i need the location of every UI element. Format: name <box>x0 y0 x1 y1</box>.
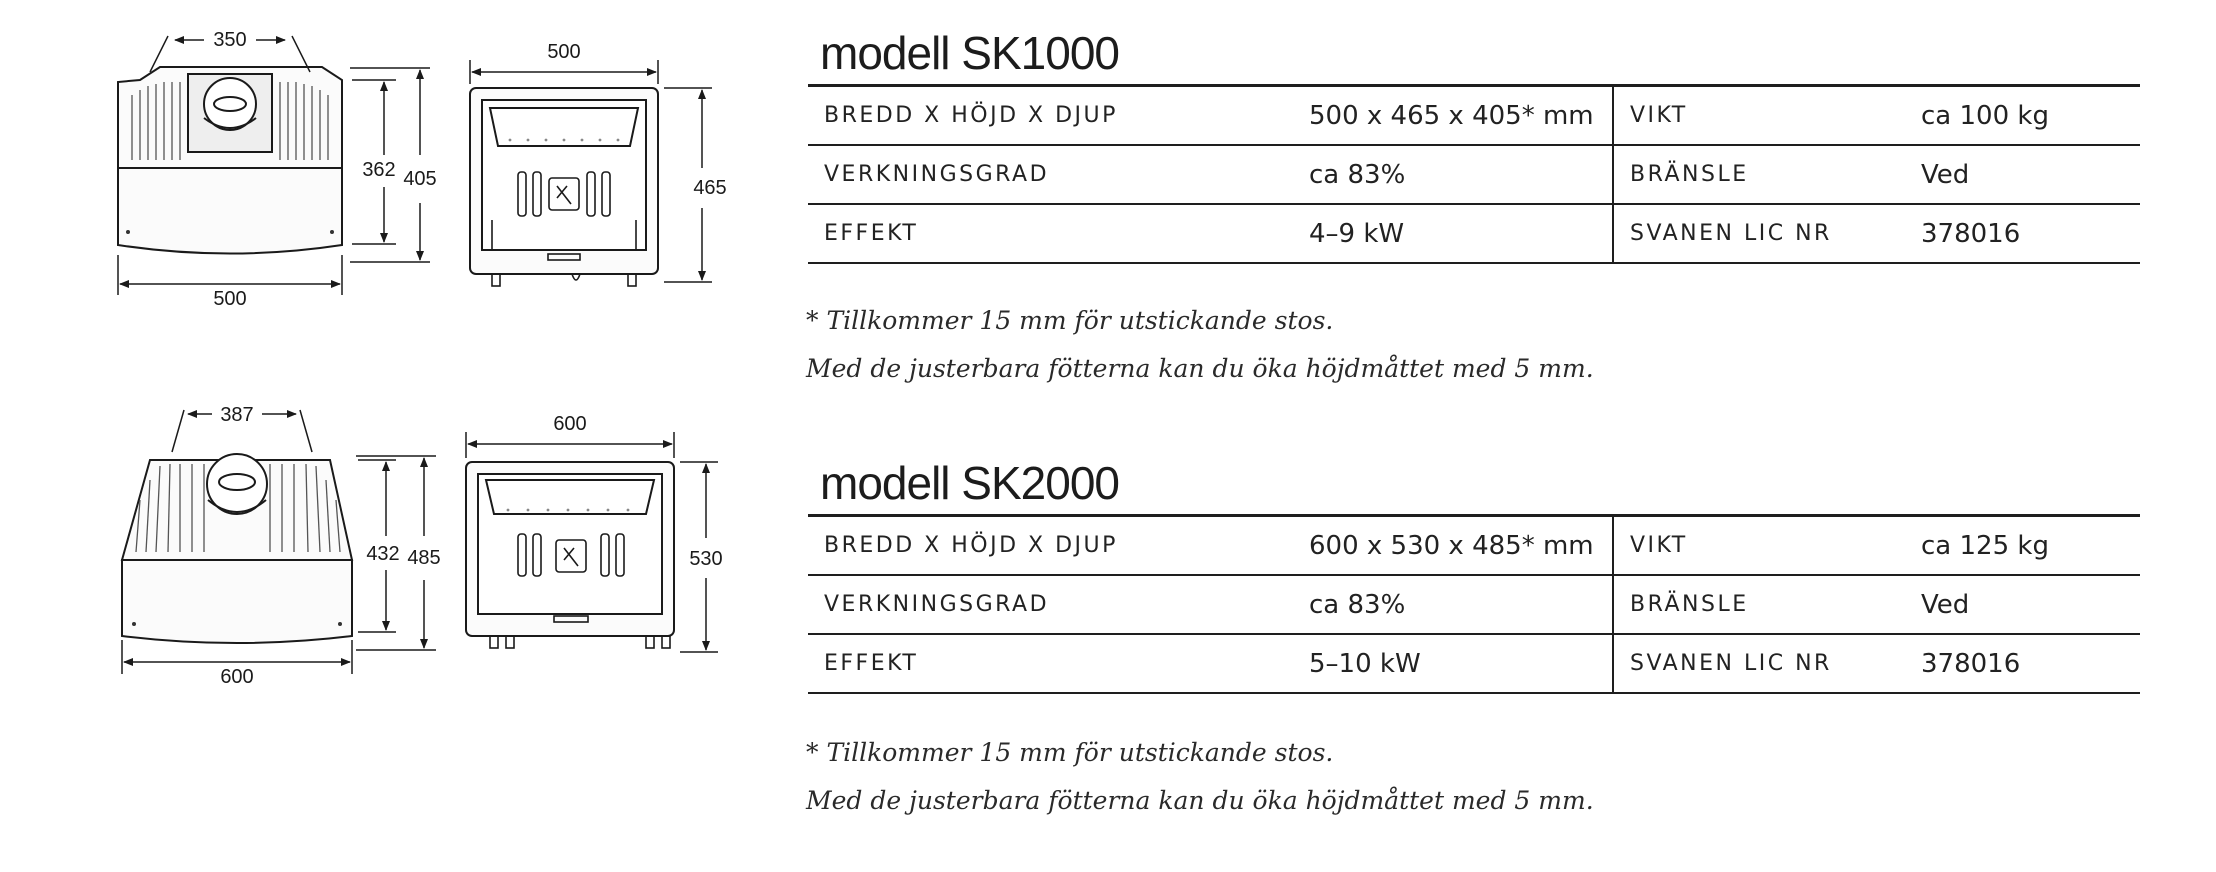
table-row <box>808 575 2140 634</box>
spec-label: BRÄNSLE <box>1613 145 1905 204</box>
sk2000-top-width-dim: 387 <box>220 404 254 426</box>
sk2000-outer-height-dim: 485 <box>407 547 441 569</box>
sk1000-top-width-dim: 350 <box>213 29 247 51</box>
sk2000-bottom-width-dim: 600 <box>220 666 254 688</box>
footnote-stos: * Tillkommer 15 mm för utstickande stos. <box>806 738 1334 767</box>
spec-table <box>808 84 2140 264</box>
spec-label: VERKNINGSGRAD <box>808 575 1293 634</box>
model-title: modell SK2000 <box>820 457 1119 509</box>
table-row <box>808 145 2140 204</box>
spec-label: EFFEKT <box>808 634 1293 693</box>
spec-table <box>808 514 2140 694</box>
spec-value: ca 83% <box>1293 145 1613 204</box>
model-sk2000-section <box>808 452 2140 694</box>
spec-value: Ved <box>1905 145 2140 204</box>
sk1000-front-height-dim: 465 <box>693 177 727 199</box>
sk1000-front-view-drawing <box>470 41 727 286</box>
table-row <box>808 86 2140 146</box>
table-row <box>808 634 2140 693</box>
technical-drawings <box>0 0 760 872</box>
sk2000-top-view-drawing <box>122 404 441 688</box>
spec-label: BREDD X HÖJD X DJUP <box>808 516 1293 576</box>
sk2000-front-width-dim: 600 <box>553 413 587 435</box>
spec-value: 4–9 kW <box>1293 204 1613 263</box>
spec-value: 5–10 kW <box>1293 634 1613 693</box>
spec-label: SVANEN LIC NR <box>1613 204 1905 263</box>
model-title: modell SK1000 <box>820 27 1119 79</box>
spec-value: ca 125 kg <box>1905 516 2140 576</box>
spec-value: 600 x 530 x 485* mm <box>1293 516 1613 576</box>
sk1000-top-view-drawing <box>118 29 437 310</box>
sk2000-front-height-dim: 530 <box>689 548 723 570</box>
footnote-feet: Med de justerbara fötterna kan du öka höjdmåttet med 5 mm. <box>806 786 1594 815</box>
sk1000-inner-height-dim: 362 <box>362 159 396 181</box>
spec-value: 378016 <box>1905 204 2140 263</box>
spec-label: BREDD X HÖJD X DJUP <box>808 86 1293 146</box>
model-sk1000-section <box>808 22 2140 264</box>
table-row <box>808 516 2140 576</box>
sk1000-front-width-dim: 500 <box>547 41 581 63</box>
footnote-feet: Med de justerbara fötterna kan du öka höjdmåttet med 5 mm. <box>806 354 1594 383</box>
spec-value: 500 x 465 x 405* mm <box>1293 86 1613 146</box>
sk1000-outer-height-dim: 405 <box>403 168 437 190</box>
footnote-stos: * Tillkommer 15 mm för utstickande stos. <box>806 306 1334 335</box>
spec-label: VIKT <box>1613 86 1905 146</box>
spec-label: EFFEKT <box>808 204 1293 263</box>
spec-value: ca 83% <box>1293 575 1613 634</box>
sk2000-inner-height-dim: 432 <box>366 543 400 565</box>
spec-label: VIKT <box>1613 516 1905 576</box>
spec-value: ca 100 kg <box>1905 86 2140 146</box>
table-row <box>808 204 2140 263</box>
spec-value: 378016 <box>1905 634 2140 693</box>
spec-label: SVANEN LIC NR <box>1613 634 1905 693</box>
sk1000-bottom-width-dim: 500 <box>213 288 247 310</box>
sk2000-front-view-drawing <box>466 413 723 652</box>
spec-label: BRÄNSLE <box>1613 575 1905 634</box>
spec-value: Ved <box>1905 575 2140 634</box>
spec-label: VERKNINGSGRAD <box>808 145 1293 204</box>
